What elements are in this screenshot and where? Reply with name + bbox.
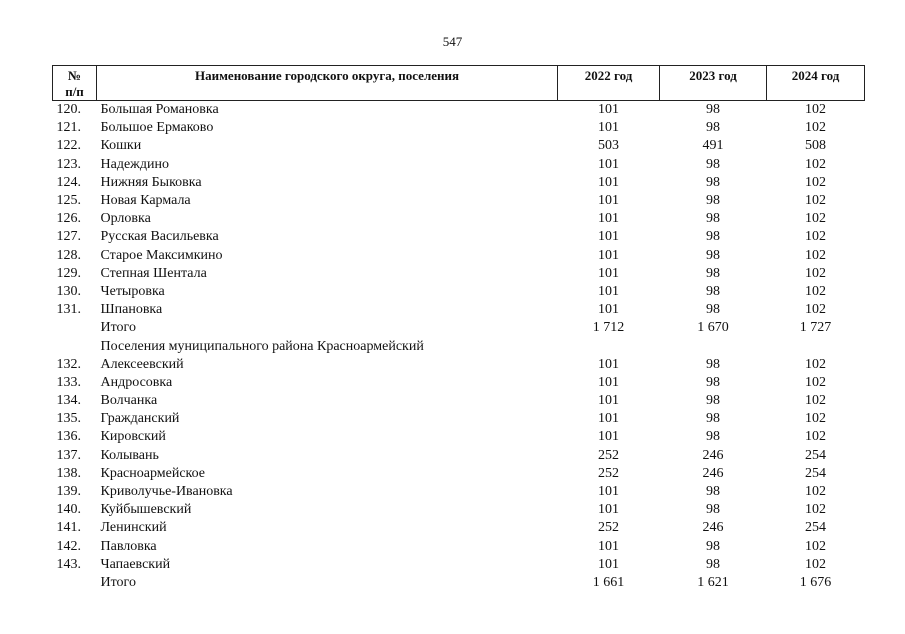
allocation-table xyxy=(52,65,865,592)
value-2024-cell: 1 676 xyxy=(799,574,832,590)
row-number-cell: 120. xyxy=(56,102,81,118)
page-number: 547 xyxy=(442,34,463,49)
settlement-name-cell: Новая Кармала xyxy=(100,193,191,209)
value-2022-cell: 101 xyxy=(598,193,619,209)
value-2022-cell: 101 xyxy=(598,229,619,245)
row-number-cell: 139. xyxy=(56,484,81,500)
table-row xyxy=(53,374,865,392)
value-2022-cell: 101 xyxy=(598,556,619,572)
row-number-cell: 131. xyxy=(56,302,81,318)
value-2022-cell: 101 xyxy=(598,374,619,390)
settlement-name-cell: Кошки xyxy=(100,138,142,154)
settlement-name-cell: Степная Шентала xyxy=(100,265,207,281)
settlement-name-cell: Шпановка xyxy=(100,302,163,318)
value-2023-cell: 491 xyxy=(702,138,724,154)
settlement-name-cell: Ленинский xyxy=(100,520,167,536)
value-2024-cell: 102 xyxy=(805,429,826,445)
value-2024-cell: 102 xyxy=(805,302,826,318)
settlement-name-cell: Старое Максимкино xyxy=(100,247,223,263)
settlement-name-cell: Орловка xyxy=(100,211,151,227)
table-row xyxy=(53,101,865,120)
value-2023-cell: 98 xyxy=(706,556,720,572)
value-2022-cell: 101 xyxy=(598,538,619,554)
header-number xyxy=(53,66,97,101)
row-number-cell: 121. xyxy=(56,120,81,136)
value-2022-cell: 1 712 xyxy=(592,320,625,336)
header-number-line1: № xyxy=(67,68,82,83)
value-2022-cell: 101 xyxy=(598,120,619,136)
row-number-cell: 129. xyxy=(56,265,81,281)
value-2022-cell: 101 xyxy=(598,429,619,445)
value-2023-cell: 98 xyxy=(706,429,720,445)
table-row xyxy=(53,192,865,210)
value-2024-cell: 254 xyxy=(805,447,826,463)
value-2023-cell: 98 xyxy=(706,102,720,118)
table-row xyxy=(53,483,865,501)
settlement-name-cell: Большое Ермаково xyxy=(100,120,214,136)
table-row xyxy=(53,265,865,283)
row-number-cell: 122. xyxy=(56,138,81,154)
row-number-cell: 141. xyxy=(56,520,81,536)
value-2024-cell: 102 xyxy=(805,247,826,263)
value-2023-cell: 98 xyxy=(706,283,720,299)
table-row xyxy=(53,119,865,137)
table-row xyxy=(53,319,865,337)
value-2022-cell: 101 xyxy=(598,502,619,518)
value-2023-cell: 98 xyxy=(706,393,720,409)
header-number-line2: п/п xyxy=(65,84,84,99)
row-number-cell: 127. xyxy=(56,229,81,245)
row-number-cell: 138. xyxy=(56,465,81,481)
row-number-cell: 136. xyxy=(56,429,81,445)
value-2024-cell: 102 xyxy=(805,174,826,190)
row-number-cell: 142. xyxy=(56,538,81,554)
settlement-name-cell: Алексеевский xyxy=(100,356,184,372)
value-2024-cell: 254 xyxy=(805,520,826,536)
value-2024-cell: 102 xyxy=(805,374,826,390)
settlement-name-cell: Итого xyxy=(100,320,136,336)
value-2024-cell: 102 xyxy=(805,538,826,554)
settlement-name-cell: Павловка xyxy=(100,538,157,554)
value-2022-cell: 252 xyxy=(598,447,619,463)
table-header-row xyxy=(53,66,865,101)
value-2022-cell: 101 xyxy=(598,356,619,372)
row-number-cell: 132. xyxy=(56,356,81,372)
value-2022-cell: 101 xyxy=(598,484,619,500)
table-row xyxy=(53,410,865,428)
value-2022-cell: 252 xyxy=(598,465,619,481)
table-row xyxy=(53,337,865,355)
value-2023-cell: 246 xyxy=(702,520,724,536)
value-2022-cell: 101 xyxy=(598,156,619,172)
value-2023-cell: 98 xyxy=(706,174,720,190)
table-row xyxy=(53,501,865,519)
value-2024-cell: 1 727 xyxy=(799,320,832,336)
table-row xyxy=(53,574,865,592)
value-2022-cell: 101 xyxy=(598,247,619,263)
table-row xyxy=(53,228,865,246)
row-number-cell: 130. xyxy=(56,283,81,299)
settlement-name-cell: Поселения муниципального района Красноармейский xyxy=(100,338,424,354)
value-2022-cell: 252 xyxy=(598,520,619,536)
table-body xyxy=(53,101,865,593)
row-number-cell: 125. xyxy=(56,193,81,209)
value-2024-cell: 102 xyxy=(805,211,826,227)
value-2022-cell: 101 xyxy=(598,211,619,227)
table-row xyxy=(53,465,865,483)
value-2024-cell: 102 xyxy=(805,193,826,209)
row-number-cell: 124. xyxy=(56,174,81,190)
value-2023-cell: 98 xyxy=(706,229,720,245)
row-number-cell: 137. xyxy=(56,447,81,463)
table-row xyxy=(53,556,865,574)
row-number-cell xyxy=(53,337,97,355)
value-2024-cell: 102 xyxy=(805,156,826,172)
value-2023-cell: 1 621 xyxy=(697,574,729,590)
value-2022-cell: 101 xyxy=(598,174,619,190)
value-2024-cell: 102 xyxy=(805,229,826,245)
settlement-name-cell: Колывань xyxy=(100,447,159,463)
settlement-name-cell: Надеждино xyxy=(100,156,169,172)
value-2023-cell xyxy=(660,337,767,355)
settlement-name-cell: Итого xyxy=(100,574,136,590)
table-row xyxy=(53,301,865,319)
value-2023-cell: 98 xyxy=(706,211,720,227)
row-number-cell: 133. xyxy=(56,374,81,390)
value-2023-cell: 98 xyxy=(706,538,720,554)
value-2024-cell xyxy=(767,337,865,355)
value-2023-cell: 98 xyxy=(706,374,720,390)
table-row xyxy=(53,428,865,446)
value-2024-cell: 102 xyxy=(805,411,826,427)
value-2023-cell: 246 xyxy=(702,465,724,481)
row-number-cell xyxy=(53,319,97,337)
value-2024-cell: 102 xyxy=(805,265,826,281)
value-2024-cell: 102 xyxy=(805,356,826,372)
value-2024-cell: 102 xyxy=(805,484,826,500)
table-row xyxy=(53,174,865,192)
row-number-cell: 128. xyxy=(56,247,81,263)
table-row xyxy=(53,356,865,374)
settlement-name-cell: Четыровка xyxy=(100,283,165,299)
settlement-name-cell: Чапаевский xyxy=(100,556,171,572)
value-2023-cell: 98 xyxy=(706,411,720,427)
settlement-name-cell: Волчанка xyxy=(100,393,158,409)
value-2024-cell: 102 xyxy=(805,556,826,572)
value-2022-cell: 101 xyxy=(598,102,619,118)
value-2023-cell: 98 xyxy=(706,156,720,172)
value-2023-cell: 98 xyxy=(706,356,720,372)
value-2024-cell: 102 xyxy=(805,120,826,136)
table-row xyxy=(53,392,865,410)
value-2023-cell: 1 670 xyxy=(697,320,729,336)
header-2023: 2023 год xyxy=(660,66,767,101)
settlement-name-cell: Красноармейское xyxy=(100,465,206,481)
table-row xyxy=(53,519,865,537)
value-2022-cell: 101 xyxy=(598,265,619,281)
value-2023-cell: 98 xyxy=(706,247,720,263)
value-2022-cell: 101 xyxy=(598,393,619,409)
settlement-name-cell: Куйбышевский xyxy=(100,502,192,518)
header-2022: 2022 год xyxy=(558,66,660,101)
settlement-name-cell: Андросовка xyxy=(100,374,173,390)
settlement-name-cell: Русская Васильевка xyxy=(100,229,219,245)
settlement-name-cell: Большая Романовка xyxy=(100,102,219,118)
value-2024-cell: 254 xyxy=(805,465,826,481)
settlement-name-cell: Нижняя Быковка xyxy=(100,174,202,190)
value-2022-cell: 101 xyxy=(598,411,619,427)
value-2023-cell: 98 xyxy=(706,302,720,318)
table-row xyxy=(53,538,865,556)
table-row xyxy=(53,137,865,155)
row-number-cell: 135. xyxy=(56,411,81,427)
value-2022-cell xyxy=(558,337,660,355)
settlement-name-cell: Кировский xyxy=(100,429,166,445)
row-number-cell: 140. xyxy=(56,502,81,518)
table-row xyxy=(53,210,865,228)
row-number-cell: 134. xyxy=(56,393,81,409)
value-2024-cell: 102 xyxy=(805,502,826,518)
value-2023-cell: 98 xyxy=(706,193,720,209)
value-2023-cell: 98 xyxy=(706,265,720,281)
settlement-name-cell: Криволучье-Ивановка xyxy=(100,484,233,500)
table-row xyxy=(53,156,865,174)
value-2024-cell: 102 xyxy=(805,102,826,118)
value-2022-cell: 101 xyxy=(598,283,619,299)
value-2024-cell: 508 xyxy=(805,138,826,154)
row-number-cell: 123. xyxy=(56,156,81,172)
value-2022-cell: 101 xyxy=(598,302,619,318)
value-2023-cell: 98 xyxy=(706,484,720,500)
header-2024: 2024 год xyxy=(767,66,865,101)
row-number-cell: 143. xyxy=(56,556,81,572)
row-number-cell xyxy=(53,574,97,592)
table-row xyxy=(53,447,865,465)
value-2022-cell: 503 xyxy=(598,138,619,154)
table-row xyxy=(53,247,865,265)
value-2023-cell: 98 xyxy=(706,502,720,518)
value-2022-cell: 1 661 xyxy=(592,574,625,590)
value-2024-cell: 102 xyxy=(805,393,826,409)
value-2023-cell: 98 xyxy=(706,120,720,136)
header-name: Наименование городского округа, поселения xyxy=(97,66,558,101)
value-2023-cell: 246 xyxy=(702,447,724,463)
settlement-name-cell: Гражданский xyxy=(100,411,180,427)
value-2024-cell: 102 xyxy=(805,283,826,299)
table-row xyxy=(53,283,865,301)
row-number-cell: 126. xyxy=(56,211,81,227)
